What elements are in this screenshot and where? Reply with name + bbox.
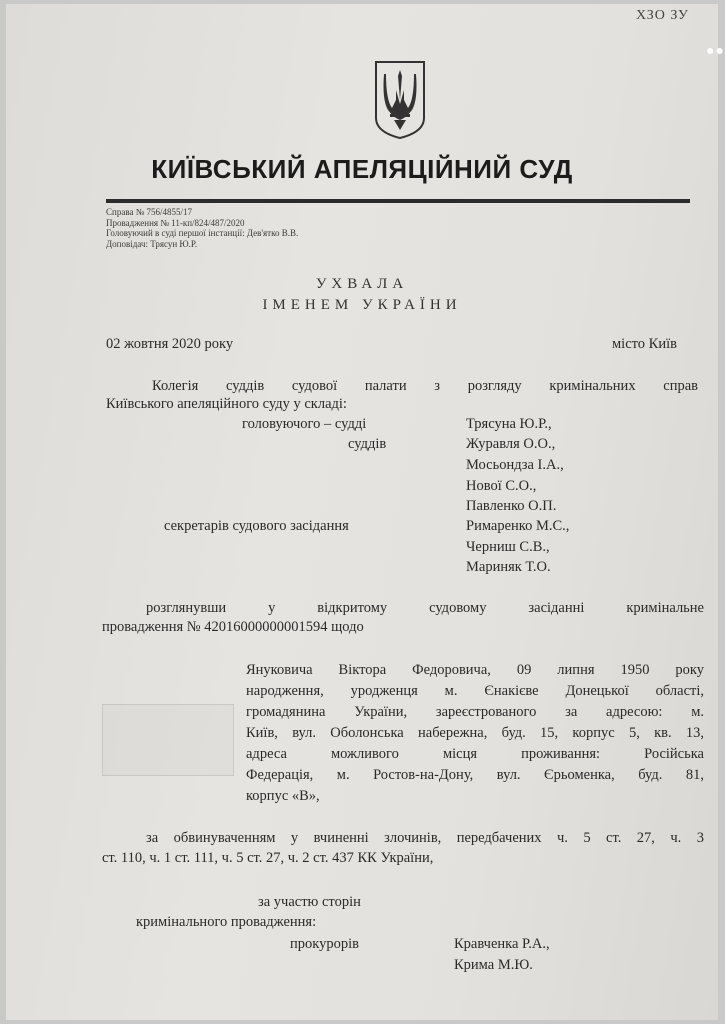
parties-line-2: кримінального провадження: — [136, 914, 317, 930]
doc-date: 02 жовтня 2020 року — [106, 336, 234, 352]
collegium-line-2: Київського апеляційного суду у складі: — [106, 396, 347, 412]
rapporteur: Доповідач: Трясун Ю.Р. — [106, 238, 198, 249]
presiding-label: головуючого – судді — [242, 416, 367, 432]
accused-line: адреса можливого місця проживання: Російська — [246, 746, 704, 762]
doc-city: місто Київ — [612, 336, 677, 352]
more-dots-icon[interactable]: ●● — [706, 44, 725, 59]
secretaries-label: секретарів судового засідання — [164, 518, 349, 534]
considered-line-1: розглянувши у відкритому судовому засіданні кримінальне — [146, 600, 704, 616]
accused-line: громадянина України, зареєстрованого за адресою: м. — [246, 704, 704, 720]
accused-line: Київ, вул. Оболонська набережна, буд. 15, корпус 5, кв. 13, — [246, 725, 704, 741]
accused-line: народження, уродженця м. Єнакієве Донецької області, — [246, 683, 704, 699]
prosecutor-name: Крима М.Ю. — [454, 957, 533, 973]
judge-name: Журавля О.О., — [466, 436, 556, 452]
document-page — [6, 4, 725, 1020]
accused-line: Федерація, м. Ростов-на-Дону, вул. Єрьоменка, буд. 81, — [246, 767, 704, 783]
case-meta — [106, 207, 298, 249]
accused-line: Януковича Віктора Федоровича, 09 липня 1950 року — [246, 662, 704, 678]
doc-type: УХВАЛА — [315, 276, 409, 292]
collegium-line-1: Колегія суддів судової палати з розгляду кримінальних справ — [152, 378, 698, 394]
considered-line-2: провадження № 42016000000001594 щодо — [102, 619, 364, 635]
judges-label: суддів — [348, 436, 387, 452]
parties-line-1: за участю сторін — [258, 894, 361, 910]
charges-line-2: ст. 110, ч. 1 ст. 111, ч. 5 ст. 27, ч. 2 ст. 437 КК України, — [102, 850, 434, 866]
coat-of-arms-icon — [372, 60, 428, 140]
corner-text: ХЗО ЗУ — [636, 8, 689, 23]
faded-stamp — [102, 704, 234, 776]
first-instance-judge: Головуючий в суді першої інстанції: Дев'ятко В.В. — [106, 228, 299, 238]
presiding-name: Трясуна Ю.Р., — [466, 416, 552, 432]
proceeding-number: Провадження № 11-кп/824/487/2020 — [106, 217, 245, 228]
accused-line: корпус «В», — [246, 788, 320, 804]
court-name: КИЇВСЬКИЙ АПЕЛЯЦІЙНИЙ СУД — [151, 154, 573, 184]
prosecutors-label: прокурорів — [290, 936, 359, 952]
doc-subtitle: ІМЕНЕМ УКРАЇНИ — [262, 297, 462, 313]
charges-line-1: за обвинуваченням у вчиненні злочинів, передбачених ч. 5 ст. 27, ч. 3 — [146, 830, 704, 846]
judge-name: Нової С.О., — [466, 478, 537, 494]
secretary-name: Черниш С.В., — [466, 539, 550, 555]
judge-name: Павленко О.П. — [466, 498, 557, 514]
case-number: Справа № 756/4855/17 — [106, 207, 193, 217]
header-divider — [106, 199, 690, 203]
prosecutor-name: Кравченка Р.А., — [454, 936, 550, 952]
secretary-name: Римаренко М.С., — [466, 518, 570, 534]
judge-name: Мосьондза І.А., — [466, 457, 564, 473]
secretary-name: Мариняк Т.О. — [466, 559, 551, 575]
